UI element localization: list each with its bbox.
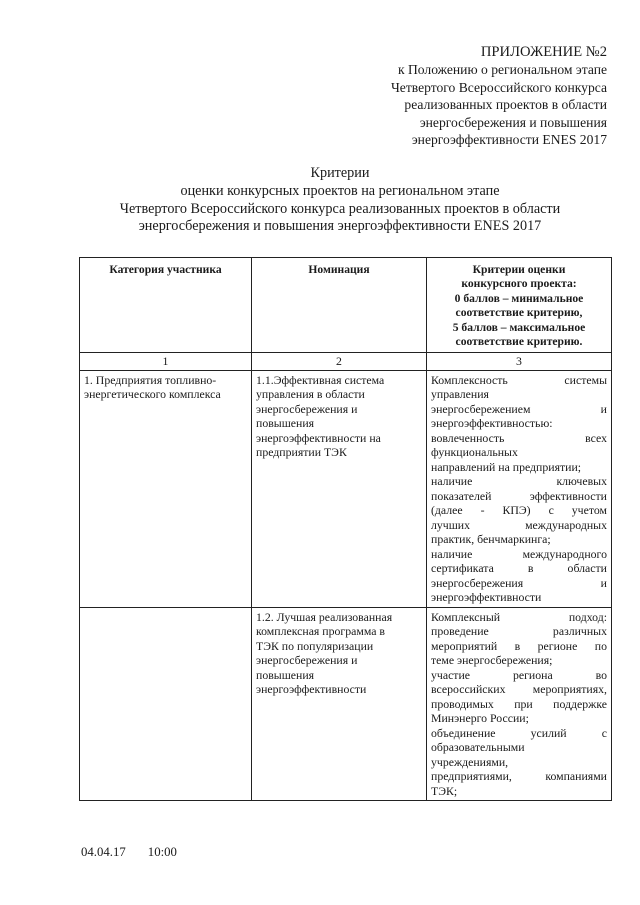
appendix-line: реализованных проектов в области	[404, 97, 607, 113]
nomination-cell-line: управления в области	[256, 387, 365, 401]
nomination-cell-line: повышения	[256, 667, 315, 682]
criteria-cell-line: всероссийских мероприятиях,	[431, 682, 607, 696]
criteria-cell-line: энергоэффективности	[431, 590, 542, 604]
category-cell-line: энергетического комплекса	[84, 387, 221, 401]
criteria-cell-line: мероприятий в регионе по	[431, 638, 607, 653]
document-heading	[60, 165, 620, 236]
nomination-cell-line: энергосбережения и	[256, 401, 358, 416]
criteria-cell-line: энергосбережения и	[431, 575, 607, 590]
footer-timestamp	[81, 845, 177, 860]
header-criteria-line: 5 баллов – максимальное	[452, 320, 586, 334]
appendix-block	[307, 44, 607, 148]
criteria-cell-line: сертификата в области	[431, 561, 607, 575]
heading-line: энергосбережения и повышения энергоэффективности ENES 2017	[138, 218, 542, 235]
header-category: Категория участника	[80, 258, 252, 353]
appendix-title: ПРИЛОЖЕНИЕ №2	[480, 44, 607, 60]
criteria-cell-line: вовлеченность всех	[431, 430, 607, 445]
header-criteria-line: конкурсного проекта:	[461, 277, 577, 291]
nomination-cell-line: энергоэффективности на	[256, 430, 381, 445]
appendix-line: энергосбережения и повышения	[419, 114, 607, 130]
heading-line: Четвертого Всероссийского конкурса реализованных проектов в области	[119, 200, 561, 217]
criteria-cell	[427, 607, 612, 801]
criteria-cell-line: (далее - КПЭ) с учетом	[431, 503, 607, 517]
nomination-cell-line: ТЭК по популяризации	[256, 638, 374, 653]
criteria-cell-line: предприятиями, компаниями	[431, 769, 607, 783]
criteria-cell	[427, 370, 612, 607]
criteria-cell-line: Комплексный подход:	[431, 609, 607, 624]
nomination-cell-line: предприятии ТЭК	[256, 445, 347, 459]
criteria-cell-line: Минэнерго России;	[431, 711, 529, 725]
table-row	[80, 370, 612, 607]
criteria-cell-line: наличие международного	[431, 546, 607, 561]
heading-line: оценки конкурсных проектов на региональном этапе	[180, 182, 500, 199]
criteria-cell-line: учреждениями,	[431, 754, 509, 769]
column-number: 1	[80, 353, 252, 371]
criteria-cell-line: энергосбережением и	[431, 401, 607, 416]
nomination-cell-line: 1.2. Лучшая реализованная	[256, 609, 393, 624]
criteria-cell-line: практик, бенчмаркинга;	[431, 532, 551, 546]
nomination-cell-line: 1.1.Эффективная система	[256, 372, 385, 387]
criteria-cell-line: Комплексность системы	[431, 372, 607, 387]
criteria-cell-line: энергоэффективностью:	[431, 416, 553, 430]
nomination-cell-line: энергосбережения и	[256, 653, 358, 667]
header-criteria-line: соответствие критерию,	[455, 306, 583, 320]
heading-title: Критерии	[310, 165, 370, 181]
criteria-cell-line: управления	[431, 387, 489, 401]
column-number: 3	[427, 353, 612, 371]
nomination-cell	[252, 370, 427, 607]
criteria-cell-line: теме энергосбережения;	[431, 653, 553, 667]
header-criteria-line: соответствие критерию.	[455, 335, 583, 349]
header-criteria-line: Критерии оценки	[472, 263, 566, 276]
nomination-cell-line: повышения	[256, 416, 315, 430]
appendix-line: к Положению о региональном этапе	[397, 62, 607, 78]
criteria-cell-line: проводимых при поддержке	[431, 696, 607, 711]
criteria-cell-line: функциональных	[431, 445, 518, 459]
category-cell	[80, 607, 252, 801]
footer-time: 10:00	[147, 845, 177, 859]
criteria-cell-line: объединение усилий с	[431, 725, 607, 740]
nomination-cell-line: комплексная программа в	[256, 624, 385, 638]
criteria-cell-line: участие региона во	[431, 667, 607, 682]
nomination-cell-line: энергоэффективности	[256, 682, 367, 696]
header-criteria-line: 0 баллов – минимальное	[454, 291, 584, 305]
column-number-row	[80, 353, 612, 371]
criteria-cell-line: образовательными	[431, 740, 525, 754]
criteria-cell-line: наличие ключевых	[431, 474, 607, 488]
nomination-cell	[252, 607, 427, 801]
table-row	[80, 607, 612, 801]
category-cell	[80, 370, 252, 607]
header-criteria	[427, 258, 612, 353]
criteria-table	[79, 257, 612, 801]
footer-date: 04.04.17	[81, 845, 126, 859]
column-number: 2	[252, 353, 427, 371]
category-cell-line: 1. Предприятия топливно-	[84, 372, 217, 387]
criteria-cell-line: лучших международных	[431, 517, 607, 532]
table-header-row	[80, 258, 612, 353]
criteria-cell-line: направлений на предприятии;	[431, 459, 582, 474]
criteria-cell-line: проведение различных	[431, 624, 607, 638]
criteria-cell-line: показателей эффективности	[431, 488, 607, 503]
header-nomination: Номинация	[252, 258, 427, 353]
appendix-line: Четвертого Всероссийского конкурса	[390, 79, 607, 95]
criteria-cell-line: ТЭК;	[431, 783, 458, 798]
appendix-line: энергоэффективности ENES 2017	[411, 132, 607, 148]
